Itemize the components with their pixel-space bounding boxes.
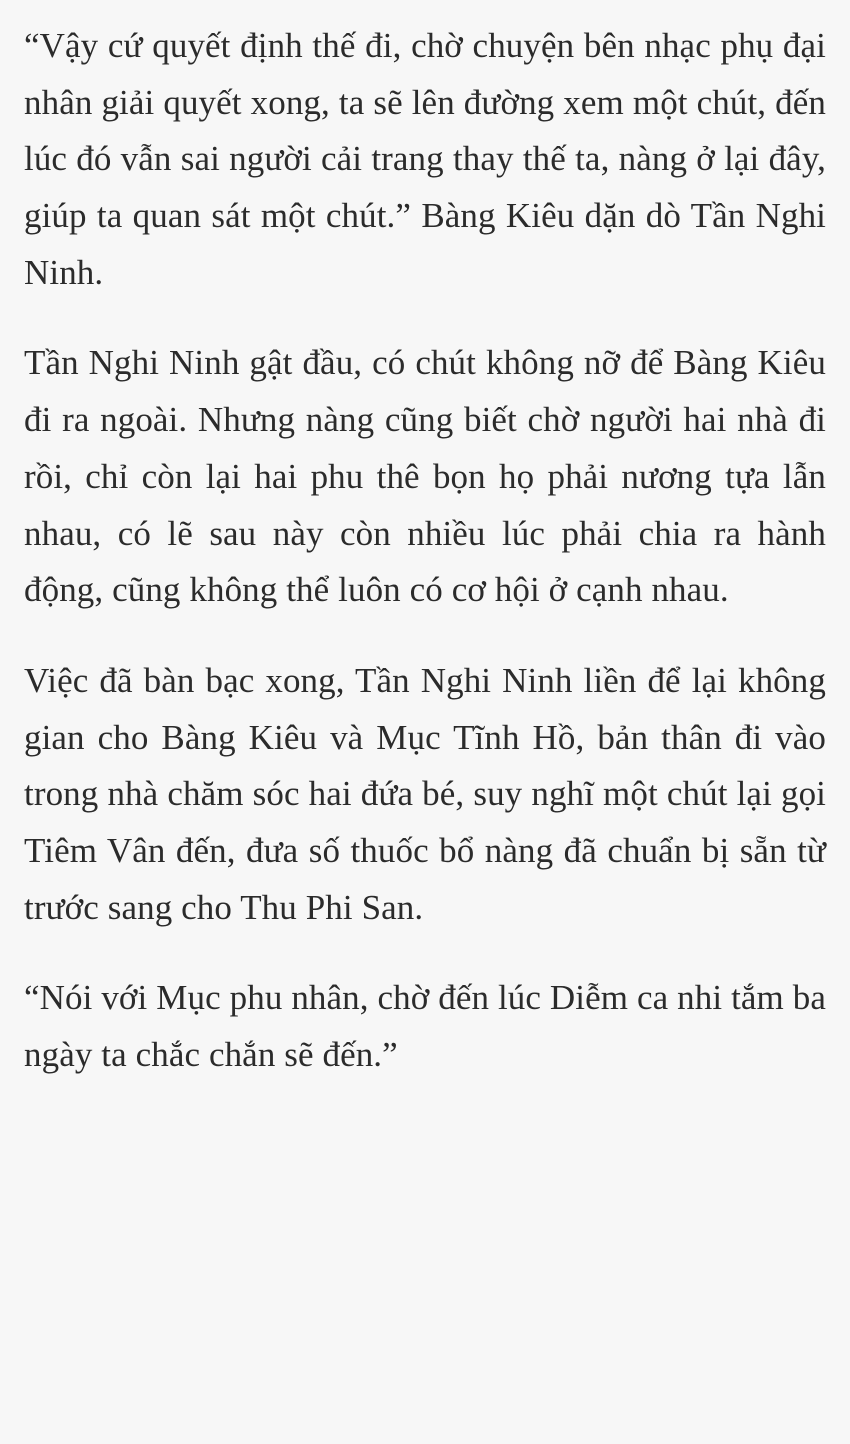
paragraph: Tần Nghi Ninh gật đầu, có chút không nỡ để Bàng Kiêu đi ra ngoài. Nhưng nàng cũng biết chờ người hai nhà đi rồi, chỉ còn lại hai phu thê bọn họ phải nương tựa lẫn nhau, có lẽ sau này còn nhiều lúc phải chia ra hành động, cũng không thể luôn có cơ hội ở cạnh nhau. — [24, 343, 826, 610]
paragraph: “Vậy cứ quyết định thế đi, chờ chuyện bên nhạc phụ đại nhân giải quyết xong, ta sẽ lên đường xem một chút, đến lúc đó vẫn sai người cải trang thay thế ta, nàng ở lại đây, giúp ta quan sát một chút.” Bàng Kiêu dặn dò Tần Nghi Ninh. — [24, 26, 826, 292]
paragraph: “Nói với Mục phu nhân, chờ đến lúc Diễm ca nhi tắm ba ngày ta chắc chắn sẽ đến.” — [24, 978, 826, 1074]
paragraph: Việc đã bàn bạc xong, Tần Nghi Ninh liền để lại không gian cho Bàng Kiêu và Mục Tĩnh Hồ, bản thân đi vào trong nhà chăm sóc hai đứa bé, suy nghĩ một chút lại gọi Tiêm Vân đến, đưa số thuốc bổ nàng đã chuẩn bị sẵn từ trước sang cho Thu Phi San. — [24, 660, 826, 927]
